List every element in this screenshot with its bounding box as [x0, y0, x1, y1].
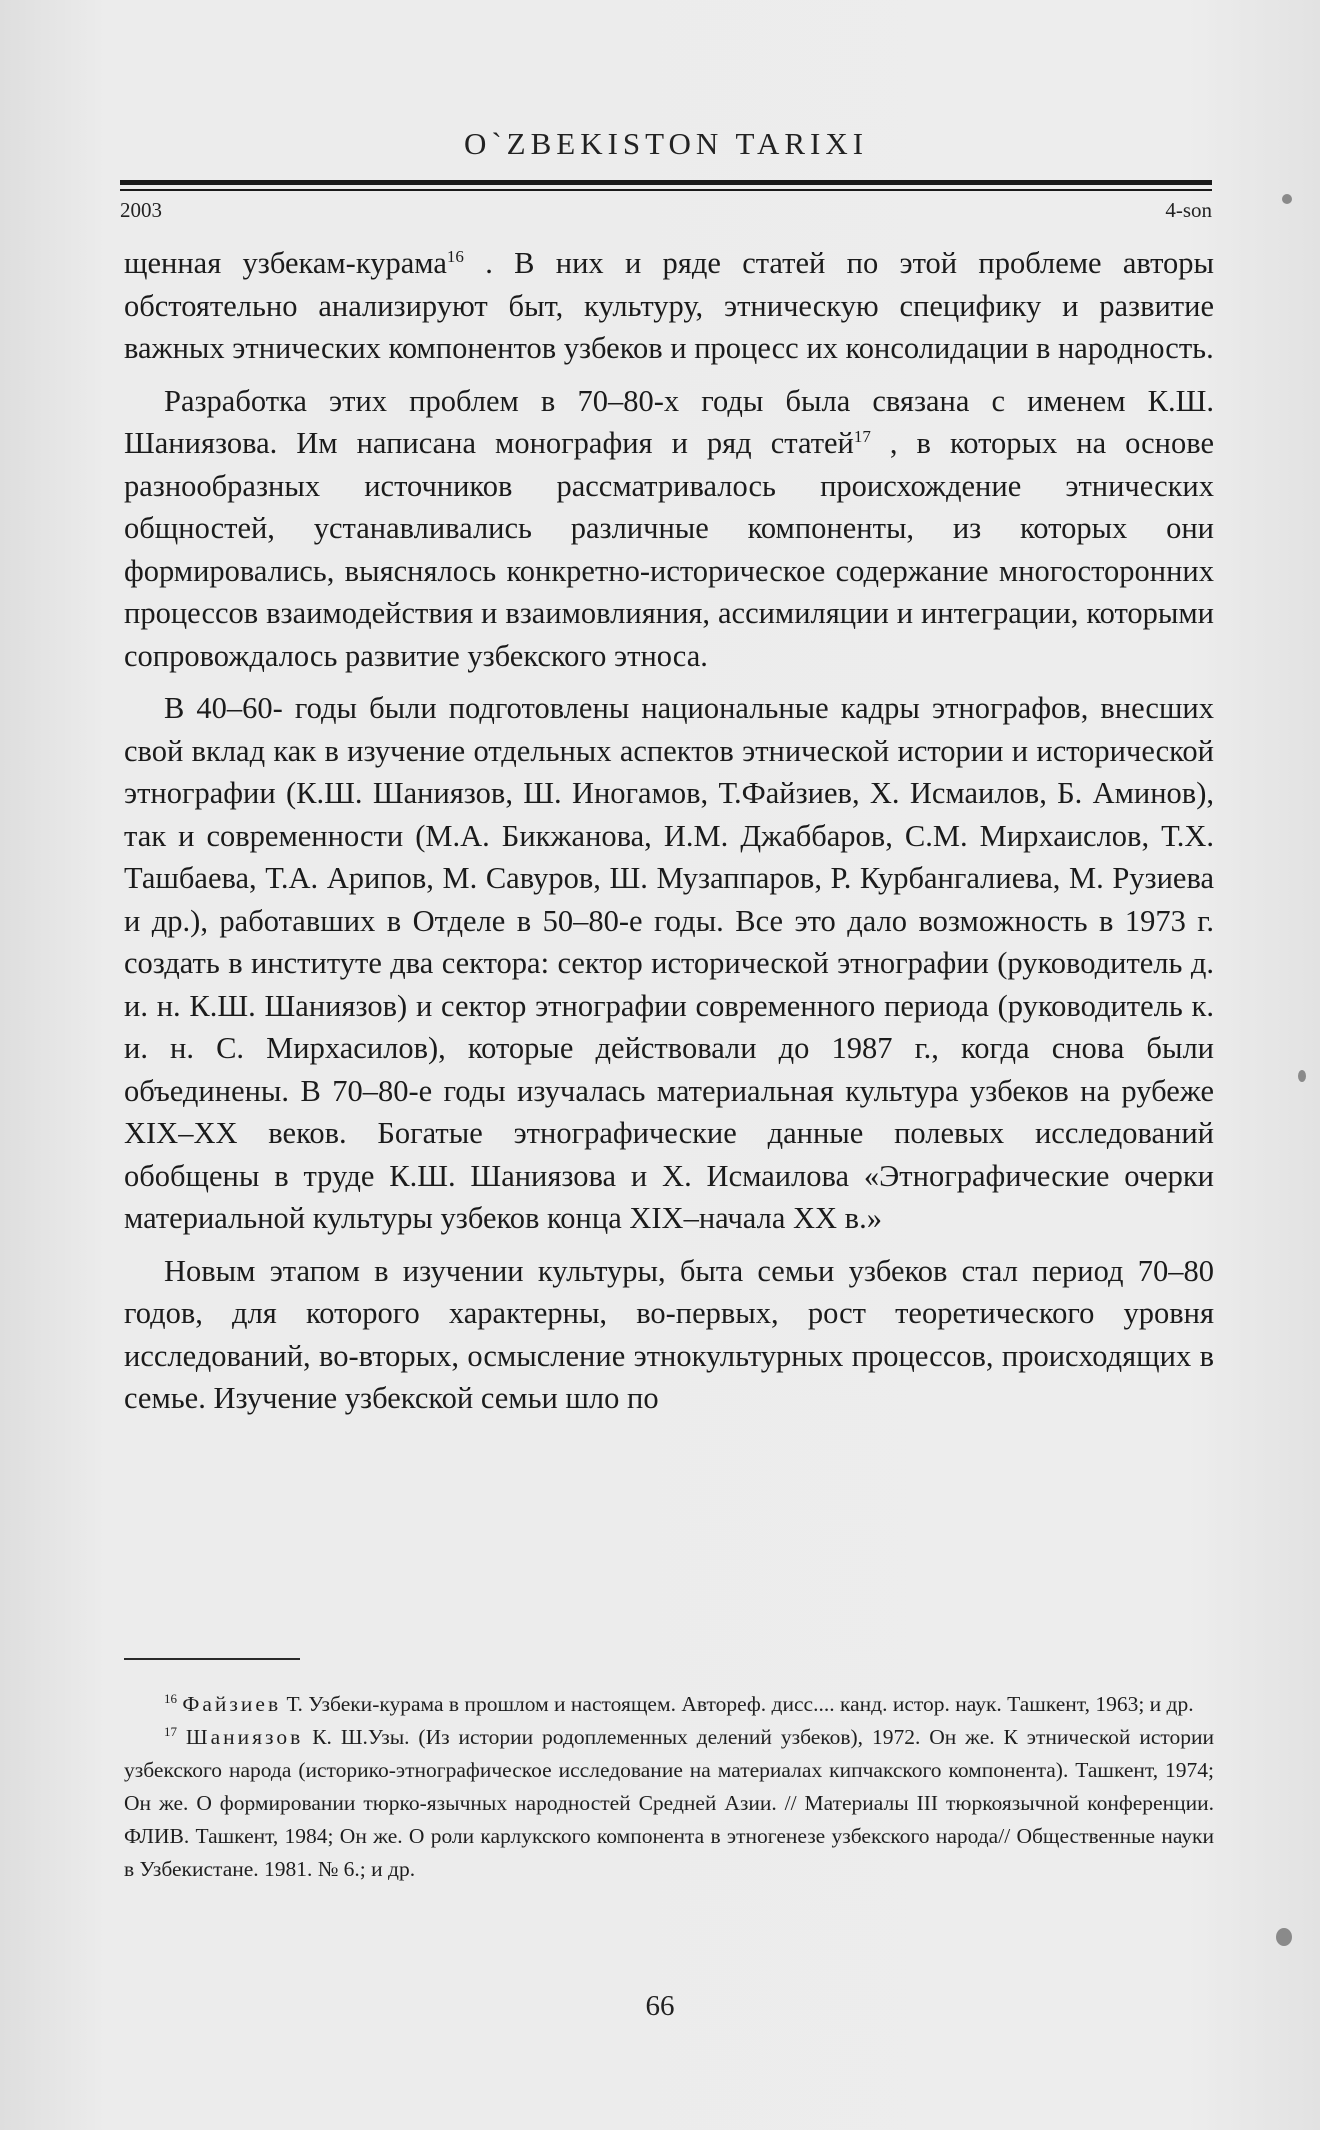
footnote-rule: [124, 1658, 300, 1660]
footnote-17-number: 17: [164, 1723, 177, 1739]
footnotes: [124, 1688, 1214, 1886]
paragraph-3: В 40–60- годы были подготовлены национальные кадры этнографов, внесших свой вклад как в изучение отдельных аспектов этнической истории и исторической этнографии (К.Ш. Шаниязов, Ш. Иногамов, Т.Файзиев, Х. Исмаилов, Б. Аминов), так и современности (М.А. Бикжанова, И.М. Джаббаров, С.М. Мирхаислов, Т.Х. Ташбаева, Т.А. Арипов, М. Савуров, Ш. Музаппаров, Р. Курбангалиева, М. Рузиева и др.), работавших в Отделе в 50–80-е годы. Все это дало возможность в 1973 г. создать в институте два сектора: сектор исторической этнографии (руководитель д. и. н. К.Ш. Шаниязов) и сектор этнографии современного периода (руководитель к. и. н. С. Мирхасилов), которые действовали до 1987 г., когда снова были объединены. В 70–80-е годы изучалась материальная культура узбеков на рубеже XIX–XX веков. Богатые этнографические данные полевых исследований обобщены в труде К.Ш. Шаниязова и Х. Исмаилова «Этнографические очерки материальной культуры узбеков конца XIX–начала XX в.»: [124, 691, 1214, 1235]
paragraph-1-rest: . В них и ряде статей по этой проблеме авторы обстоятельно анализируют быт, культуру, этническую специфику и развитие важных этнических компонентов узбеков и процесс их консолидации в народность.: [124, 246, 1214, 365]
paragraph-4: Новым этапом в изучении культуры, быта семьи узбеков стал период 70–80 годов, для которого характерны, во-первых, рост теоретического уровня исследований, во-вторых, осмысление этнокультурных процессов, происходящих в семье. Изучение узбекской семьи шло по: [124, 1253, 1214, 1415]
footnote-16-author: Файзиев: [182, 1692, 282, 1716]
footnote-17-author: Шаниязов: [185, 1725, 304, 1749]
scan-speck-top-right: [1282, 194, 1292, 204]
header-rule-thin: [120, 189, 1212, 191]
page-number: 66: [645, 1990, 675, 2022]
journal-title: O`ZBEKISTON TARIXI: [463, 126, 869, 161]
paragraph-2-rest: , в которых на основе разнообразных источников рассматривалось происхождение этнических общностей, устанавливались различные компоненты, из которых они формировались, выяснялось конкретно-историческое содержание многосторонних процессов взаимодействия и взаимовлияния, ассимиляции и интеграции, которыми сопровождалось развитие узбекского этноса.: [124, 426, 1214, 673]
paragraph-2: [124, 380, 1214, 678]
footnote-16-number: 16: [164, 1690, 177, 1706]
issue-number: 4-son: [1165, 198, 1212, 222]
footnote-ref-16: 16: [446, 246, 464, 266]
issue-row: [120, 198, 1212, 223]
footnote-16: [124, 1688, 1214, 1721]
scan-speck-bottom-right: [1276, 1928, 1292, 1946]
paragraph-2-text: Разработка этих проблем в 70–80-х годы была связана с именем К.Ш. Шаниязова. Им написана монография и ряд статей: [124, 383, 1214, 460]
footnote-ref-17: 17: [853, 426, 871, 446]
scan-speck-right-middle: [1298, 1070, 1306, 1082]
issue-year: 2003: [120, 198, 162, 222]
paragraph-1: [124, 242, 1214, 370]
paragraph-1-text: щенная узбекам-курама: [124, 246, 447, 280]
footnote-16-text: Т. Узбеки-курама в прошлом и настоящем. Автореф. дисс.... канд. истор. наук. Ташкент, 1963; и др.: [281, 1692, 1194, 1716]
footnote-17: [124, 1721, 1214, 1886]
header-rule-thick: [120, 180, 1212, 185]
footnote-17-text: К. Ш.Узы. (Из истории родоплеменных делений узбеков), 1972. Он же. К этнической истории узбекского народа (историко-этнографическое исследование на материалах кипчакского компонента). Ташкент, 1974; Он же. О формировании тюрко-язычных народностей Средней Азии. // Материалы III тюркоязычной конференции. ФЛИВ. Ташкент, 1984; Он же. О роли карлукского компонента в этногенезе узбекского народа// Общественные науки в Узбекистане. 1981. № 6.; и др.: [124, 1725, 1215, 1881]
body-text: [124, 242, 1214, 1430]
